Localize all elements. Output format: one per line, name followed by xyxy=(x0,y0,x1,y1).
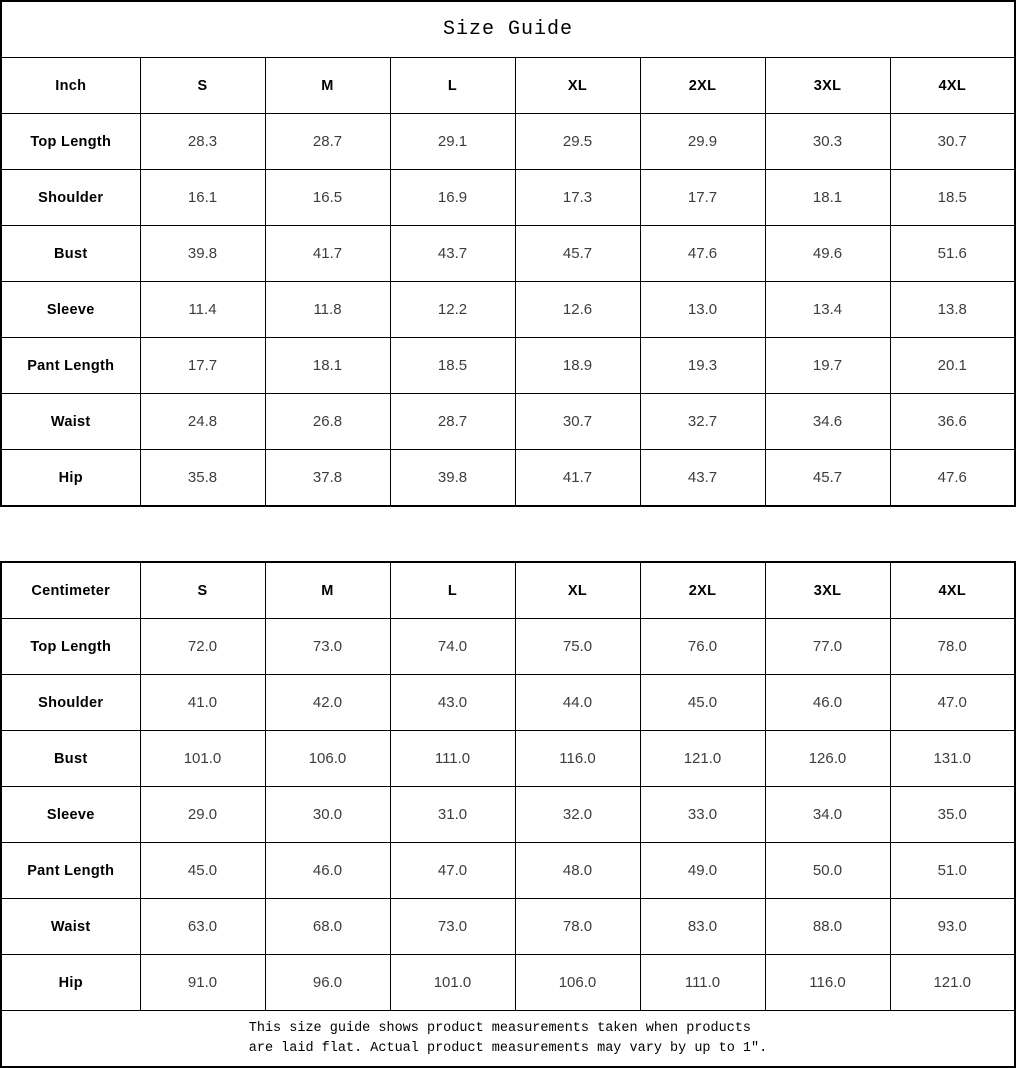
measurement-value: 42.0 xyxy=(265,675,390,731)
measurement-value: 35.0 xyxy=(890,787,1015,843)
measurement-label: Waist xyxy=(1,394,140,450)
measurement-value: 46.0 xyxy=(765,675,890,731)
measurement-row xyxy=(1,114,1015,170)
measurement-value: 73.0 xyxy=(265,619,390,675)
measurement-value: 36.6 xyxy=(890,394,1015,450)
disclaimer-cell xyxy=(1,1011,1015,1068)
centimeter-table-body xyxy=(1,562,1015,1011)
measurement-value: 29.9 xyxy=(640,114,765,170)
size-column-header: XL xyxy=(515,562,640,619)
title-row xyxy=(1,1,1015,58)
measurement-label: Bust xyxy=(1,226,140,282)
measurement-value: 101.0 xyxy=(390,955,515,1011)
measurement-value: 11.8 xyxy=(265,282,390,338)
measurement-value: 41.7 xyxy=(515,450,640,507)
measurement-value: 19.3 xyxy=(640,338,765,394)
size-column-header: 2XL xyxy=(640,562,765,619)
measurement-row xyxy=(1,843,1015,899)
measurement-value: 37.8 xyxy=(265,450,390,507)
measurement-value: 76.0 xyxy=(640,619,765,675)
footer-row xyxy=(1,1011,1015,1068)
size-column-header: 2XL xyxy=(640,58,765,114)
measurement-value: 74.0 xyxy=(390,619,515,675)
measurement-value: 116.0 xyxy=(515,731,640,787)
unit-header: Inch xyxy=(1,58,140,114)
measurement-label: Pant Length xyxy=(1,843,140,899)
measurement-label: Pant Length xyxy=(1,338,140,394)
measurement-row xyxy=(1,955,1015,1011)
measurement-value: 131.0 xyxy=(890,731,1015,787)
measurement-value: 111.0 xyxy=(640,955,765,1011)
measurement-value: 32.0 xyxy=(515,787,640,843)
measurement-row xyxy=(1,731,1015,787)
measurement-label: Hip xyxy=(1,450,140,507)
size-column-header: L xyxy=(390,58,515,114)
measurement-value: 77.0 xyxy=(765,619,890,675)
size-column-header: 3XL xyxy=(765,58,890,114)
measurement-value: 72.0 xyxy=(140,619,265,675)
size-column-header: 4XL xyxy=(890,58,1015,114)
measurement-value: 32.7 xyxy=(640,394,765,450)
measurement-label: Shoulder xyxy=(1,170,140,226)
disclaimer-line-2: are laid flat. Actual product measurements may vary by up to 1″. xyxy=(248,1040,768,1056)
measurement-value: 63.0 xyxy=(140,899,265,955)
measurement-value: 106.0 xyxy=(265,731,390,787)
size-column-header: XL xyxy=(515,58,640,114)
measurement-value: 50.0 xyxy=(765,843,890,899)
measurement-value: 28.7 xyxy=(265,114,390,170)
measurement-value: 73.0 xyxy=(390,899,515,955)
table-gap xyxy=(0,507,1016,561)
measurement-value: 11.4 xyxy=(140,282,265,338)
measurement-value: 12.2 xyxy=(390,282,515,338)
measurement-label: Sleeve xyxy=(1,282,140,338)
size-column-header: S xyxy=(140,562,265,619)
measurement-value: 121.0 xyxy=(640,731,765,787)
measurement-label: Sleeve xyxy=(1,787,140,843)
measurement-value: 41.0 xyxy=(140,675,265,731)
measurement-value: 43.7 xyxy=(640,450,765,507)
disclaimer-line-1: This size guide shows product measurements taken when products xyxy=(248,1021,752,1036)
measurement-value: 45.0 xyxy=(140,843,265,899)
measurement-value: 17.7 xyxy=(140,338,265,394)
measurement-value: 47.0 xyxy=(390,843,515,899)
size-column-header: 3XL xyxy=(765,562,890,619)
measurement-value: 19.7 xyxy=(765,338,890,394)
measurement-value: 106.0 xyxy=(515,955,640,1011)
measurement-label: Top Length xyxy=(1,114,140,170)
measurement-row xyxy=(1,899,1015,955)
measurement-value: 93.0 xyxy=(890,899,1015,955)
measurement-value: 49.0 xyxy=(640,843,765,899)
measurement-value: 16.1 xyxy=(140,170,265,226)
measurement-value: 28.7 xyxy=(390,394,515,450)
measurement-row xyxy=(1,338,1015,394)
measurement-row xyxy=(1,394,1015,450)
measurement-value: 39.8 xyxy=(140,226,265,282)
measurement-value: 18.9 xyxy=(515,338,640,394)
measurement-value: 44.0 xyxy=(515,675,640,731)
measurement-value: 35.8 xyxy=(140,450,265,507)
measurement-row xyxy=(1,675,1015,731)
measurement-row xyxy=(1,787,1015,843)
measurement-value: 29.1 xyxy=(390,114,515,170)
measurement-value: 34.0 xyxy=(765,787,890,843)
measurement-value: 43.0 xyxy=(390,675,515,731)
measurement-value: 30.0 xyxy=(265,787,390,843)
measurement-value: 78.0 xyxy=(890,619,1015,675)
measurement-row xyxy=(1,226,1015,282)
size-header-row xyxy=(1,562,1015,619)
measurement-label: Hip xyxy=(1,955,140,1011)
measurement-row xyxy=(1,619,1015,675)
measurement-value: 47.0 xyxy=(890,675,1015,731)
measurement-value: 17.3 xyxy=(515,170,640,226)
measurement-value: 47.6 xyxy=(640,226,765,282)
measurement-value: 101.0 xyxy=(140,731,265,787)
measurement-value: 45.7 xyxy=(515,226,640,282)
measurement-value: 51.6 xyxy=(890,226,1015,282)
measurement-value: 121.0 xyxy=(890,955,1015,1011)
measurement-value: 31.0 xyxy=(390,787,515,843)
measurement-value: 18.5 xyxy=(890,170,1015,226)
disclaimer-text xyxy=(249,1019,767,1058)
size-column-header: M xyxy=(265,562,390,619)
measurement-label: Waist xyxy=(1,899,140,955)
measurement-value: 116.0 xyxy=(765,955,890,1011)
size-column-header: M xyxy=(265,58,390,114)
size-table-inch xyxy=(0,0,1016,507)
measurement-value: 29.5 xyxy=(515,114,640,170)
measurement-value: 78.0 xyxy=(515,899,640,955)
measurement-value: 45.0 xyxy=(640,675,765,731)
measurement-value: 16.9 xyxy=(390,170,515,226)
measurement-value: 17.7 xyxy=(640,170,765,226)
measurement-value: 83.0 xyxy=(640,899,765,955)
measurement-value: 45.7 xyxy=(765,450,890,507)
measurement-value: 41.7 xyxy=(265,226,390,282)
measurement-value: 26.8 xyxy=(265,394,390,450)
measurement-value: 13.0 xyxy=(640,282,765,338)
measurement-value: 111.0 xyxy=(390,731,515,787)
size-header-row xyxy=(1,58,1015,114)
measurement-value: 12.6 xyxy=(515,282,640,338)
measurement-value: 30.7 xyxy=(515,394,640,450)
measurement-value: 68.0 xyxy=(265,899,390,955)
measurement-value: 43.7 xyxy=(390,226,515,282)
measurement-value: 13.4 xyxy=(765,282,890,338)
measurement-value: 39.8 xyxy=(390,450,515,507)
measurement-value: 96.0 xyxy=(265,955,390,1011)
measurement-value: 88.0 xyxy=(765,899,890,955)
measurement-value: 30.3 xyxy=(765,114,890,170)
measurement-row xyxy=(1,170,1015,226)
measurement-value: 75.0 xyxy=(515,619,640,675)
measurement-label: Top Length xyxy=(1,619,140,675)
measurement-value: 28.3 xyxy=(140,114,265,170)
size-column-header: L xyxy=(390,562,515,619)
measurement-value: 51.0 xyxy=(890,843,1015,899)
measurement-value: 13.8 xyxy=(890,282,1015,338)
unit-header: Centimeter xyxy=(1,562,140,619)
measurement-label: Bust xyxy=(1,731,140,787)
measurement-value: 18.5 xyxy=(390,338,515,394)
measurement-value: 29.0 xyxy=(140,787,265,843)
page-title: Size Guide xyxy=(1,1,1015,58)
measurement-value: 47.6 xyxy=(890,450,1015,507)
measurement-value: 33.0 xyxy=(640,787,765,843)
measurement-value: 126.0 xyxy=(765,731,890,787)
measurement-row xyxy=(1,450,1015,507)
measurement-label: Shoulder xyxy=(1,675,140,731)
measurement-value: 49.6 xyxy=(765,226,890,282)
size-column-header: S xyxy=(140,58,265,114)
size-column-header: 4XL xyxy=(890,562,1015,619)
measurement-value: 30.7 xyxy=(890,114,1015,170)
measurement-value: 18.1 xyxy=(265,338,390,394)
size-table-centimeter xyxy=(0,561,1016,1068)
measurement-row xyxy=(1,282,1015,338)
measurement-value: 91.0 xyxy=(140,955,265,1011)
measurement-value: 34.6 xyxy=(765,394,890,450)
measurement-value: 24.8 xyxy=(140,394,265,450)
inch-table-body xyxy=(1,58,1015,507)
measurement-value: 18.1 xyxy=(765,170,890,226)
measurement-value: 16.5 xyxy=(265,170,390,226)
measurement-value: 48.0 xyxy=(515,843,640,899)
measurement-value: 46.0 xyxy=(265,843,390,899)
measurement-value: 20.1 xyxy=(890,338,1015,394)
